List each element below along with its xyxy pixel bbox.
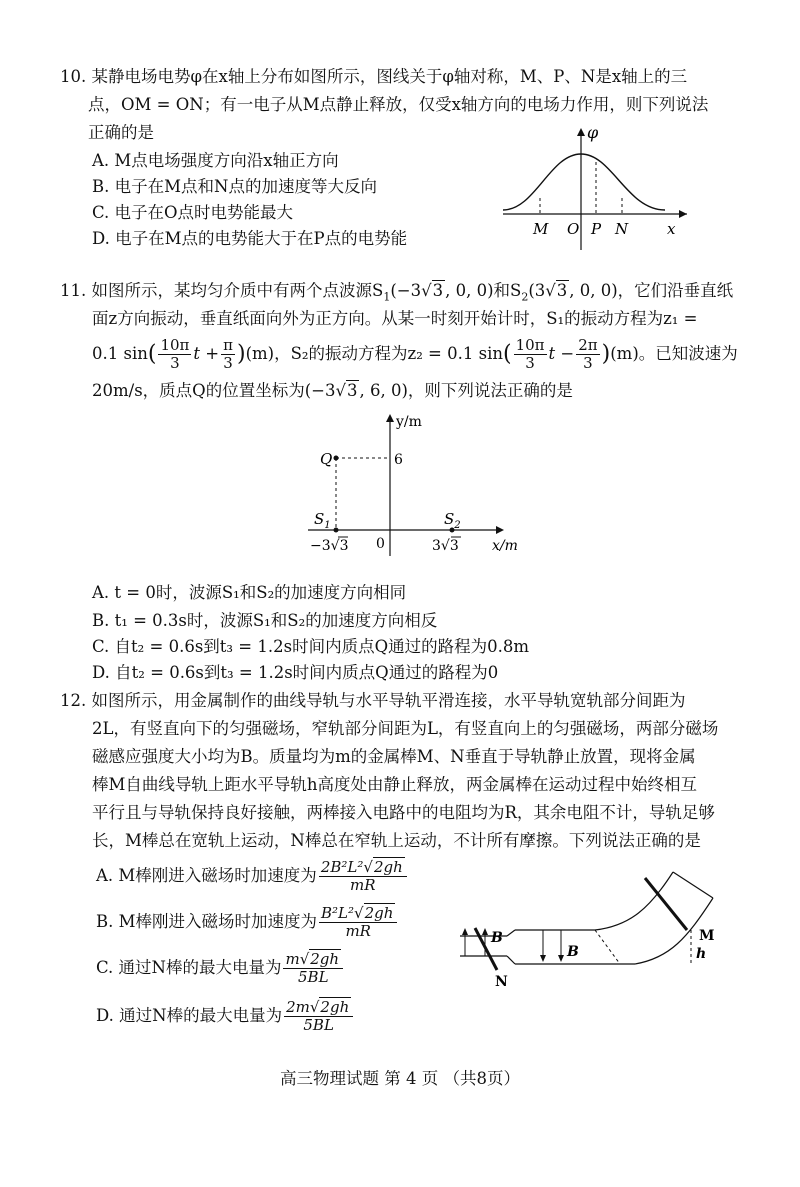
arrow-down-head-2 (558, 955, 564, 962)
q10-option-b: B. 电子在M点和N点的加速度等大反向 (92, 177, 377, 196)
pos-tick-label: 3√3 (432, 538, 459, 554)
step-top (507, 930, 515, 936)
q12-option-a: A. M棒刚进入磁场时加速度为 $\frac{\text{2B²L²√2gh}}{mR}$ (96, 856, 409, 896)
eq1-mid: t + (193, 344, 220, 363)
b-fraction: $\frac{\text{B²L²√2gh}}{mR}$ (319, 905, 397, 940)
transition-dash (595, 930, 620, 964)
phi-axis-arrow (577, 128, 585, 136)
page-footer: 高三物理试题 第 4 页 （共8页） (280, 1069, 520, 1088)
q12-rail-diagram (455, 858, 735, 1008)
q12-text-6: 长，M棒总在宽轨上运动，N棒总在窄轨上运动，不计所有摩擦。下列说法正确的是 (92, 831, 701, 850)
eq1-frac1: $\frac{10\pi}{3}$ (160, 336, 190, 372)
eq2-frac2: $\frac{2\pi}{3}$ (578, 336, 598, 372)
d-fraction: $\frac{2m√2gh}{5BL}$ (284, 999, 353, 1034)
potential-curve (503, 154, 665, 210)
q11-coordinate-diagram (300, 408, 530, 558)
eq2-frac1: $\frac{10\pi}{3}$ (515, 336, 545, 372)
phi-label: φ (587, 123, 599, 142)
arrow-up-head-1 (462, 928, 468, 935)
o-label: O (567, 220, 580, 238)
q11-text-1d: , 0, 0)和S (445, 281, 522, 300)
q11-text-1g: , 0, 0)，它们沿垂直纸 (569, 281, 734, 300)
step-bottom (507, 956, 515, 964)
eq1-prefix: 0.1 sin (92, 344, 148, 363)
q11-text-4: 20m/s，质点Q的位置坐标为(−3√3 , 6, 0)，则下列说法正确的是 (92, 381, 573, 400)
q11-text-4c: , 6, 0)，则下列说法正确的是 (359, 381, 573, 400)
q11-text-2: 面z方向振动，垂直纸面向外为正方向。从某一时刻开始计时，S₁的振动方程为z₁ = (92, 309, 698, 328)
q10-text-3: 正确的是 (88, 123, 154, 142)
q12-number: 12. (60, 691, 87, 710)
q11-equation-line: 0.1 sin( $\frac{10\pi}{3}$ t + $\frac{\pi}{3}$ )(m)，S₂的振动方程为z₂ = 0.1 sin( $\frac{10\pi}{3}$ t − $\frac{2\pi}{3}$ )(m)。已知波速为 (92, 336, 738, 372)
m-label: M (533, 220, 549, 238)
x-axis-arrow (679, 210, 687, 218)
neg-tick-label: −3√3 (310, 538, 349, 554)
q12-option-c: C. 通过N棒的最大电量为 $\frac{m√2gh}{5BL}$ (96, 948, 345, 988)
origin-label: 0 (376, 536, 385, 552)
eq2-mid: t − (548, 344, 575, 363)
q12-text-3: 磁感应强度大小均为B。质量均为m的金属棒M、N垂直于导轨静止放置，现将金属 (92, 747, 696, 766)
q10-option-c: C. 电子在O点时电势能最大 (92, 203, 294, 222)
s1-label: $S_1$ (314, 510, 331, 531)
q10-text-2: 点，OM = ON；有一电子从M点静止释放，仅受x轴方向的电场力作用，则下列说法 (88, 95, 709, 114)
q11-text-4a: 20m/s，质点Q的位置坐标为(−3 (92, 381, 336, 400)
q11-option-a: A. t = 0时，波源S₁和S₂的加速度方向相同 (92, 583, 407, 602)
source-s1 (334, 528, 339, 533)
q10-option-d: D. 电子在M点的电势能大于在P点的电势能 (92, 229, 408, 248)
h-label: h (696, 946, 707, 962)
q12-text-1: 如图所示，用金属制作的曲线导轨与水平导轨平滑连接，水平导轨宽轨部分间距为 (91, 691, 686, 710)
q11-text-1e: (3 (528, 281, 546, 300)
b-label-narrow: B (491, 930, 503, 946)
y-axis-label: y/m (396, 414, 422, 430)
q11-text-1f: 3 (556, 281, 568, 300)
q10-text-1: 某静电场电势φ在x轴上分布如图所示，图线关于φ轴对称，M、P、N是x轴上的三 (91, 67, 688, 86)
x-axis-label: x/m (492, 538, 518, 554)
q12-text-2: 2L，有竖直向下的匀强磁场，窄轨部分间距为L，有竖直向上的匀强磁场，两部分磁场 (92, 719, 719, 738)
q10-potential-graph (495, 118, 695, 258)
y-axis-arrow (386, 414, 394, 422)
q11-text-1c: 3 (432, 281, 444, 300)
x-axis-arrow (496, 526, 504, 534)
q12-text-5: 平行且与导轨保持良好接触，两棒接入电路中的电阻均为R，其余电阻不计，导轨足够 (92, 803, 715, 822)
q12-option-b: B. M棒刚进入磁场时加速度为 $\frac{\text{B²L²√2gh}}{mR}$ (96, 902, 399, 942)
q12-text-4: 棒M自曲线导轨上距水平导轨h高度处由静止释放，两金属棒在运动过程中始终相互 (92, 775, 698, 794)
q11-option-b: B. t₁ = 0.3s时，波源S₁和S₂的加速度方向相反 (92, 611, 438, 630)
b-label-wide: B (567, 944, 579, 960)
a-fraction: $\frac{\text{2B²L²√2gh}}{mR}$ (319, 859, 407, 894)
q11-line1: 11. 如图所示，某均匀介质中有两个点波源$S_1(-3√3$ , 0, 0)和$S_2(3√3$ , 0, 0)，它们沿垂直纸 (60, 281, 734, 304)
q11-text-1b: (−3 (390, 281, 422, 300)
q12-line1 (60, 690, 686, 712)
q10-option-a: A. M点电场强度方向沿x轴正方向 (92, 151, 339, 170)
m-rod-label: M (699, 928, 715, 944)
q11-text-4b: 3 (346, 381, 358, 400)
eq1-post: (m)，S₂的振动方程为z₂ = 0.1 sin (245, 344, 503, 363)
q10-line1 (60, 66, 687, 88)
six-label: 6 (394, 452, 403, 468)
n-rod-label: N (495, 974, 508, 990)
p-label: P (591, 220, 602, 238)
q12-option-d: D. 通过N棒的最大电量为 $\frac{2m√2gh}{5BL}$ (96, 996, 355, 1036)
n-label: N (615, 220, 629, 238)
curve-end (673, 872, 713, 898)
q11-option-c: C. 自t₂ = 0.6s到t₃ = 1.2s时间内质点Q通过的路程为0.8m (92, 637, 529, 656)
rod-m (645, 878, 687, 930)
q11-number: 11. (60, 281, 87, 300)
s2-label: $S_2$ (444, 510, 461, 531)
point-q (334, 456, 339, 461)
arrow-up-head-2 (482, 928, 488, 935)
eq2-post: (m)。已知波速为 (610, 344, 738, 363)
c-fraction: $\frac{m√2gh}{5BL}$ (283, 951, 343, 986)
arrow-down-head-1 (540, 955, 546, 962)
q-label: Q (320, 450, 333, 468)
curved-rail-inner (595, 872, 673, 930)
x-label: x (667, 220, 676, 238)
eq1-frac2: $\frac{\pi}{3}$ (223, 336, 233, 372)
q10-number: 10. (60, 67, 87, 86)
q11-text-1a: 如图所示，某均匀介质中有两个点波源S (91, 281, 384, 300)
q11-option-d: D. 自t₂ = 0.6s到t₃ = 1.2s时间内质点Q通过的路程为0 (92, 663, 499, 682)
